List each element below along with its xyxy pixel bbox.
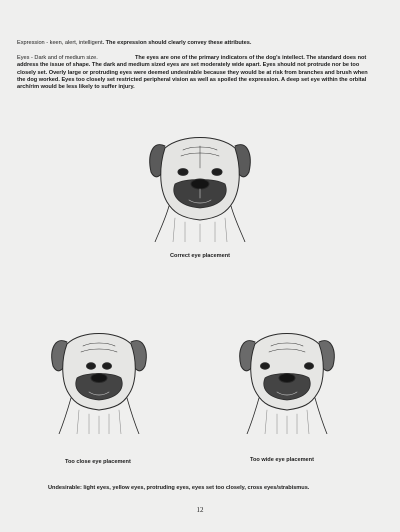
dog-head-illustration-too-close <box>49 328 149 434</box>
correct-eye-placement-caption: Correct eye placement <box>169 253 230 259</box>
expression-paragraph <box>17 40 375 47</box>
eyes-body: The eyes are one of the primary indicators of the dog's intellect. The standard does not address the issue of shape. The dark and medium sized eyes are set moderately wide apart. Eyes should not protrude nor be too closely set. Overly large or protruding eyes were deemed undesirable because they would be at risk from branches and brush when the dog worked. Eyes too closely set restricted peripheral vision as well as spoiled the expression. A deep set eye within the orbital arch/rim would be less likely to suffer injury. <box>17 55 368 91</box>
expression-label: Expression - keen, alert, intelligent <box>17 40 103 46</box>
too-wide-eye-placement-caption: Too wide eye placement <box>250 457 314 463</box>
eyes-label: Eyes - Dark and of medium size. <box>17 55 98 61</box>
expression-statement: The expression should clearly convey these attributes. <box>105 40 252 46</box>
dog-head-illustration-too-wide <box>237 328 337 434</box>
dog-head-illustration-correct <box>145 132 255 242</box>
too-close-eye-placement-caption: Too close eye placement <box>65 459 131 465</box>
expression-label-period: . <box>102 40 106 46</box>
page-number: 12 <box>196 506 204 514</box>
eyes-paragraph <box>17 55 375 91</box>
undesirable-traits-note: Undesirable: light eyes, yellow eyes, protruding eyes, eyes set too closely, cross eyes/strabismus. <box>48 485 310 491</box>
